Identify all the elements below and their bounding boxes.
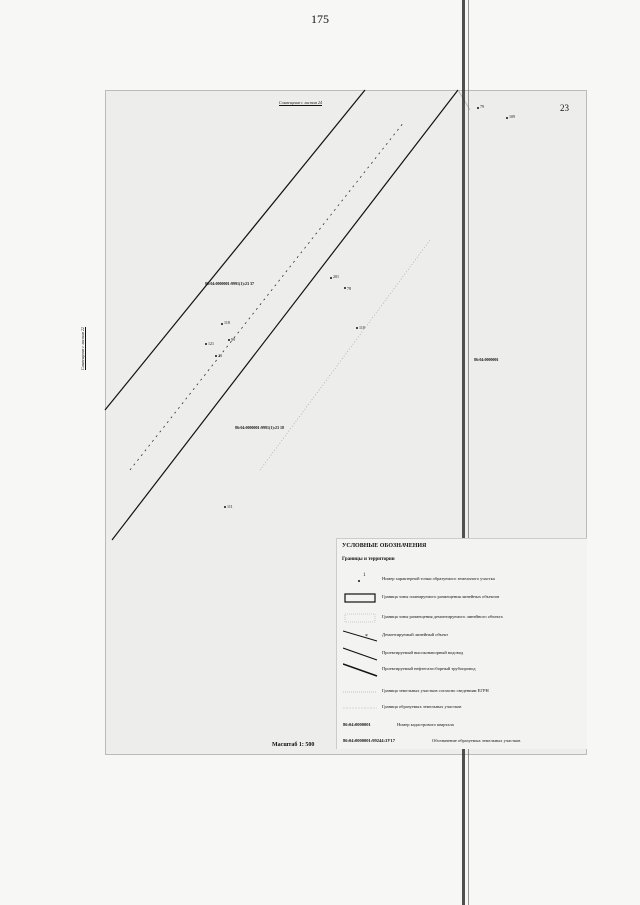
point-marker xyxy=(356,327,358,329)
point-label: 110 xyxy=(359,325,365,330)
parcel-label: 86:04:0000001:9991(1):23 37 xyxy=(205,281,254,286)
legend-item xyxy=(337,629,587,643)
sheet-binding-edge-2 xyxy=(468,0,469,905)
demolished-object-symbol xyxy=(343,629,379,643)
point-marker xyxy=(205,343,207,345)
oil-gas-pipeline-symbol xyxy=(343,663,379,677)
legend-item-text: Граница зоны планируемого размещения линейных объектов xyxy=(382,594,500,599)
legend-item-text: Демонтируемый линейный объект xyxy=(382,632,449,637)
point-label: 109 xyxy=(509,114,515,119)
legend xyxy=(336,538,587,749)
legend-item-text: Граница зоны размещения демонтируемого линейного объекта xyxy=(382,614,503,619)
legend-item xyxy=(337,647,587,661)
legend-item xyxy=(337,573,587,587)
egrn-boundary-symbol xyxy=(343,685,379,699)
point-number-symbol xyxy=(343,573,379,587)
point-label: 121 xyxy=(208,341,214,346)
zone-boundary-symbol xyxy=(343,591,379,605)
zone-boundary-line-left xyxy=(105,90,365,410)
cadastral-quarter-label: 86:04:0000001 xyxy=(474,357,499,362)
legend-item xyxy=(337,685,587,699)
sheet-binding-edge xyxy=(462,0,465,905)
point-label: 23 xyxy=(218,353,222,358)
legend-code: 86:04:0000001:99244:3У17 xyxy=(343,738,396,743)
point-marker xyxy=(477,107,479,109)
point-label: 99 xyxy=(231,337,235,342)
new-parcel-boundary-symbol xyxy=(343,701,379,715)
scale-label: Масштаб 1: 500 xyxy=(272,742,315,748)
legend-item xyxy=(337,663,587,677)
svg-text:*: * xyxy=(365,634,368,640)
legend-item xyxy=(337,701,587,715)
legend-code-item xyxy=(337,719,587,733)
point-marker xyxy=(228,339,230,341)
water-pipeline-symbol xyxy=(343,647,379,661)
point-label: 201 xyxy=(333,274,339,279)
parcel-boundary-line xyxy=(260,240,430,470)
legend-title: УСЛОВНЫЕ ОБОЗНАЧЕНИЯ xyxy=(342,543,427,549)
point-label: 111 xyxy=(227,504,233,509)
legend-item-text: Проектируемый нефтегазосборный трубопровод xyxy=(382,666,476,671)
legend-subtitle: Границы и территории xyxy=(342,557,395,562)
point-marker xyxy=(221,323,223,325)
legend-item-text: Номер характерной точки образуемого земельного участка xyxy=(382,576,495,581)
zone-boundary-line-right xyxy=(112,90,458,540)
point-number-symbol-label: 1 xyxy=(363,573,366,578)
legend-item-text: Граница образуемых земельных участков xyxy=(382,704,462,709)
legend-item-text: Проектируемый высоконапорный водовод xyxy=(382,650,464,655)
point-label: 79 xyxy=(480,104,484,109)
point-label: 78 xyxy=(347,286,351,291)
compat-label-left: Совмещение с листом 22 xyxy=(80,327,85,370)
compat-label-top: Совмещение с листом 24 xyxy=(279,100,322,105)
point-marker xyxy=(224,506,226,508)
demolished-object-line xyxy=(130,122,404,470)
point-marker xyxy=(330,277,332,279)
legend-item-text: Граница земельных участков согласно сведениям ЕГРН xyxy=(382,688,489,693)
parcel-label: 86:04:0000001:9991(1):23 18 xyxy=(235,425,284,430)
legend-code-text: Номер кадастрового квартала xyxy=(397,722,454,727)
point-label: 118 xyxy=(224,320,230,325)
demolition-zone-symbol xyxy=(343,611,379,625)
legend-item xyxy=(337,611,587,625)
legend-code-text: Обозначение образуемых земельных участков xyxy=(432,738,521,743)
point-marker xyxy=(344,287,346,289)
page-number: 175 xyxy=(311,12,329,26)
legend-code: 86:04:0000001 xyxy=(343,722,371,727)
sheet-number: 23 xyxy=(560,103,569,113)
legend-item xyxy=(337,591,587,605)
point-marker xyxy=(506,117,508,119)
point-marker xyxy=(215,355,217,357)
legend-code-item xyxy=(337,735,587,749)
